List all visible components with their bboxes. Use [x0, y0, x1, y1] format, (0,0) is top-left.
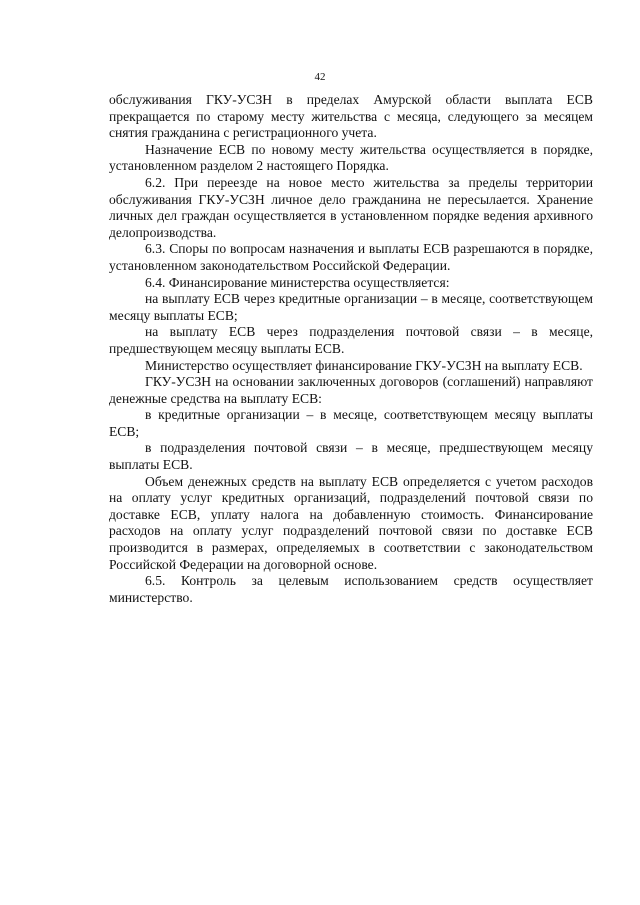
page-number: 42 [314, 71, 326, 83]
paragraph: Объем денежных средств на выплату ЕСВ определяется с учетом расходов на оплату услуг кредитных организаций, подразделений почтовой связи по доставке ЕСВ, уплату налога на добавленную стоимость. Финансирование расходов на оплату услуг подразделений почтовой связи по доставке ЕСВ производится в размерах, определяемых в соответствии с законодательством Российской Федерации на договорной основе. [109, 473, 593, 572]
paragraph: на выплату ЕСВ через подразделения почтовой связи – в месяце, предшествующем месяцу выплаты ЕСВ. [109, 324, 593, 356]
paragraph-6-3: 6.3. Споры по вопросам назначения и выплаты ЕСВ разрешаются в порядке, установленном законодательством Российской Федерации. [109, 241, 593, 273]
paragraph: Назначение ЕСВ по новому месту жительства осуществляется в порядке, установленном разделом 2 настоящего Порядка. [109, 141, 593, 174]
paragraph: в подразделения почтовой связи – в месяце, предшествующем месяцу выплаты ЕСВ. [109, 440, 593, 473]
paragraph: ГКУ-УСЗН на основании заключенных договоров (соглашений) направляют денежные средства на выплату ЕСВ: [109, 374, 593, 406]
paragraph: Министерство осуществляет финансирование ГКУ-УСЗН на выплату ЕСВ. [145, 357, 583, 373]
paragraph-6-4: 6.4. Финансирование министерства осуществляется: [145, 274, 450, 290]
paragraph-6-5: 6.5. Контроль за целевым использованием средств осуществляет министерство. [109, 573, 593, 605]
document-body [109, 92, 593, 606]
paragraph-6-2: 6.2. При переезде на новое место жительства за пределы территории обслуживания ГКУ-УСЗН личное дело гражданина не пересылается. Хранение личных дел граждан осуществляется в установленном порядке ведения архивного делопроизводства. [109, 174, 593, 240]
paragraph: в кредитные организации – в месяце, соответствующем месяцу выплаты ЕСВ; [109, 407, 593, 439]
paragraph-continuation: обслуживания ГКУ-УСЗН в пределах Амурской области выплата ЕСВ прекращается по старому месту жительства с месяца, следующего за месяцем снятия гражданина с регистрационного учета. [109, 92, 593, 141]
paragraph: на выплату ЕСВ через кредитные организации – в месяце, соответствующем месяцу выплаты ЕСВ; [109, 291, 593, 323]
